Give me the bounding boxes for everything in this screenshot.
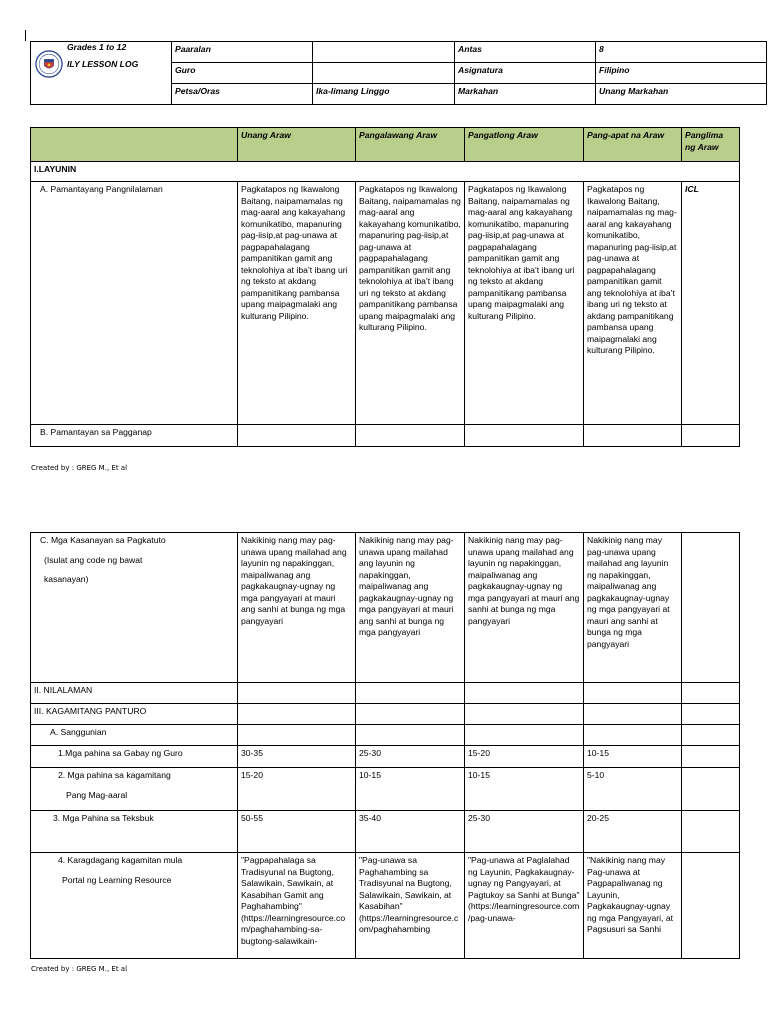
nilalaman-day-5 (682, 683, 740, 704)
day-4-header: Pang-apat na Araw (584, 128, 682, 162)
pangnilalaman-day-3: Pagkatapos ng Ikawalong Baitang, naipamamalas ng mag-aaral ang kakayahang komunikatibo, mapanuring pag-iisip,at pag-unawa at pagpapahalagang pampanitikan gamit ang teknolohiya at iba’t ibang uri ng teksto at akdang pampanitikang pambansa upang maipagmalaki ang kulturang Pilipino. (465, 182, 584, 425)
kagamitan-label: III. KAGAMITANG PANTURO (31, 704, 238, 725)
deped-seal-icon (35, 50, 63, 78)
teksbuk-day-4: 20-25 (584, 811, 682, 853)
markahan-label: Markahan (455, 84, 596, 105)
kagamitan-day-4 (584, 704, 682, 725)
paaralan-value (313, 42, 455, 63)
sanggunian-day-4 (584, 725, 682, 746)
layunin-heading: I.LAYUNIN (31, 162, 740, 182)
day-3-header: Pangatlong Araw (465, 128, 584, 162)
karagdagang-line-1: 4. Karagdagang kagamitan mula (58, 855, 183, 865)
sanggunian-day-1 (238, 725, 356, 746)
day-5-header: Panglima ng Araw (682, 128, 740, 162)
gabay-guro-label: 1.Mga pahina sa Gabay ng Guro (31, 746, 238, 768)
pangnilalaman-day-4: Pagkatapos ng Ikawalong Baitang, naipamamalas ng mag-aaral ang kakayahang komunikatibo, mapanuring pag-iisip,at pag-unawa at pagpapahalagang pampanitikan gamit ang teknolohiya at iba’t ibang uri ng teksto at akdang pampanitikang pambansa upang maipagmalaki ang kulturang Pilipino. (584, 182, 682, 425)
nilalaman-day-1 (238, 683, 356, 704)
nilalaman-day-2 (356, 683, 465, 704)
pagganap-day-5 (682, 425, 740, 447)
pagganap-day-4 (584, 425, 682, 447)
lesson-log-title: ILY LESSON LOG (67, 59, 139, 69)
pangnilalaman-day-2: Pagkatapos ng Ikawalong Baitang, naipamamalas ng mag-aaral ang kakayahang komunikatibo, mapanuring pag-iisip,at pag-unawa at pagpapahalagang pampanitikan gamit ang teknolohiya at iba’t ibang uri ng teksto at akdang pampanitikang pambansa upang maipagmalaki ang kulturang Pilipino. (356, 182, 465, 425)
day-2-header: Pangalawang Araw (356, 128, 465, 162)
kagamitang-magaaral-line-2: Pang Mag-aaral (66, 789, 128, 800)
teksbuk-day-5 (682, 811, 740, 853)
nilalaman-day-3 (465, 683, 584, 704)
grades-label: Grades 1 to 12 (67, 42, 127, 52)
karagdagan-day-2: "Pag-unawa sa Paghahambing sa Tradisyunal na Bugtong, Salawikain, Sawikain, at Kasabihan" (https://learningresource.com/paghahambing (356, 853, 465, 959)
teksbuk-label: 3. Mga Pahina sa Teksbuk (31, 811, 238, 853)
sanggunian-day-2 (356, 725, 465, 746)
header-table (30, 41, 767, 105)
asignatura-label: Asignatura (455, 63, 596, 84)
kasanayan-label-line-2: (Isulat ang code ng bawat (44, 554, 143, 565)
kasanayan-day-3: Nakikinig nang may pag-unawa upang mailahad ang layunin ng napakinggan, maipaliwanag ang pagkakaugnay-ugnay ng mga pangyayari at mauri ang sanhi at bunga ng mga pangyayari (465, 533, 584, 683)
kasanayan-label (31, 533, 238, 683)
nilalaman-label: II. NILALAMAN (31, 683, 238, 704)
kasanayan-day-4: Nakikinig nang may pag-unawa upang mailahad ang layunin ng napakinggan, maipaliwanag ang pagkakaugnay-ugnay ng mga pangyayari at mauri ang sanhi at bunga ng mga pangyayari (584, 533, 682, 683)
kagamitan-day-1 (238, 704, 356, 725)
gabay-guro-day-4: 10-15 (584, 746, 682, 768)
nilalaman-day-4 (584, 683, 682, 704)
corner-cell (31, 128, 238, 162)
gabay-guro-day-5 (682, 746, 740, 768)
teksbuk-day-2: 35-40 (356, 811, 465, 853)
asignatura-value: Filipino (596, 63, 767, 84)
kagamitan-day-5 (682, 704, 740, 725)
sanggunian-day-3 (465, 725, 584, 746)
karagdagan-day-3: "Pag-unawa at Paglalahad ng Layunin, Pagkakaugnay-ugnay ng Pangyayari, at Pagtukoy sa Sanhi at Bunga" (https://learningresource.com/pag-unawa- (465, 853, 584, 959)
petsa-label: Petsa/Oras (172, 84, 313, 105)
guro-label: Guro (172, 63, 313, 84)
pangnilalaman-day-1: Pagkatapos ng Ikawalong Baitang, naipamamalas ng mag-aaral ang kakayahang komunikatibo, mapanuring pag-iisip,at pag-unawa at pagpapahalagang pampanitikan gamit ang teknolohiya at iba’t ibang uri ng teksto at akdang pampanitikang pambansa upang maipagmalaki ang kulturang Pilipino. (238, 182, 356, 425)
kasanayan-day-1: Nakikinig nang may pag-unawa upang mailahad ang layunin ng napakinggan, maipaliwanag ang pagkakaugnay-ugnay ng mga pangyayari at mauri ang sanhi at bunga ng mga pangyayari (238, 533, 356, 683)
petsa-value: Ika-limang Linggo (313, 84, 455, 105)
magaaral-day-2: 10-15 (356, 768, 465, 811)
kagamitang-magaaral-line-1: 2. Mga pahina sa kagamitang (58, 770, 171, 780)
pangnilalaman-day-5: ICL (682, 182, 740, 425)
kasanayan-label-line-1: C. Mga Kasanayan sa Pagkatuto (40, 535, 166, 545)
header-logo-cell (31, 42, 172, 105)
teksbuk-day-1: 50-55 (238, 811, 356, 853)
kasanayan-day-5 (682, 533, 740, 683)
kasanayan-day-2: Nakikinig nang may pag-unawa upang mailahad ang layunin ng napakinggan, maipaliwanag ang pagkakaugnay-ugnay ng mga pangyayari at mauri ang sanhi at bunga ng mga pangyayari (356, 533, 465, 683)
markahan-value: Unang Markahan (596, 84, 767, 105)
created-by-footer-1: Created by : GREG M., Et al (31, 464, 128, 472)
kagamitang-magaaral-label (31, 768, 238, 811)
sanggunian-label: A. Sanggunian (31, 725, 238, 746)
pamantayan-pagganap-label: B. Pamantayan sa Pagganap (31, 425, 238, 447)
pagganap-day-3 (465, 425, 584, 447)
lesson-table-1 (30, 127, 740, 447)
magaaral-day-5 (682, 768, 740, 811)
pagganap-day-2 (356, 425, 465, 447)
magaaral-day-4: 5-10 (584, 768, 682, 811)
antas-value: 8 (596, 42, 767, 63)
guro-value (313, 63, 455, 84)
paaralan-label: Paaralan (172, 42, 313, 63)
karagdagan-day-4: "Nakikinig nang may Pag-unawa at Pagpapaliwanag ng Layunin, Pagkakaugnay-ugnay ng mga Pangyayari, at Pagsusuri sa Sanhi (584, 853, 682, 959)
day-1-header: Unang Araw (238, 128, 356, 162)
kasanayan-label-line-3: kasanayan) (44, 574, 89, 584)
magaaral-day-1: 15-20 (238, 768, 356, 811)
teksbuk-day-3: 25-30 (465, 811, 584, 853)
kagamitan-day-2 (356, 704, 465, 725)
magaaral-day-3: 10-15 (465, 768, 584, 811)
sanggunian-day-5 (682, 725, 740, 746)
karagdagang-kagamitan-label (31, 853, 238, 959)
created-by-footer-2: Created by : GREG M., Et al (31, 965, 128, 973)
gabay-guro-day-3: 15-20 (465, 746, 584, 768)
text-cursor (25, 30, 26, 41)
kagamitan-day-3 (465, 704, 584, 725)
gabay-guro-day-2: 25-30 (356, 746, 465, 768)
karagdagang-line-2: Portal ng Learning Resource (62, 874, 172, 885)
lesson-table-2 (30, 532, 740, 959)
pamantayang-pangnilalaman-label: A. Pamantayang Pangnilalaman (31, 182, 238, 425)
karagdagan-day-1: "Pagpapahalaga sa Tradisyunal na Bugtong, Salawikain, Sawikain, at Kasabihan Gamit ang Paghahambing" (https://learningresource.com/paghahambing-sa-bugtong-salawikain- (238, 853, 356, 959)
antas-label: Antas (455, 42, 596, 63)
karagdagan-day-5 (682, 853, 740, 959)
pagganap-day-1 (238, 425, 356, 447)
gabay-guro-day-1: 30-35 (238, 746, 356, 768)
